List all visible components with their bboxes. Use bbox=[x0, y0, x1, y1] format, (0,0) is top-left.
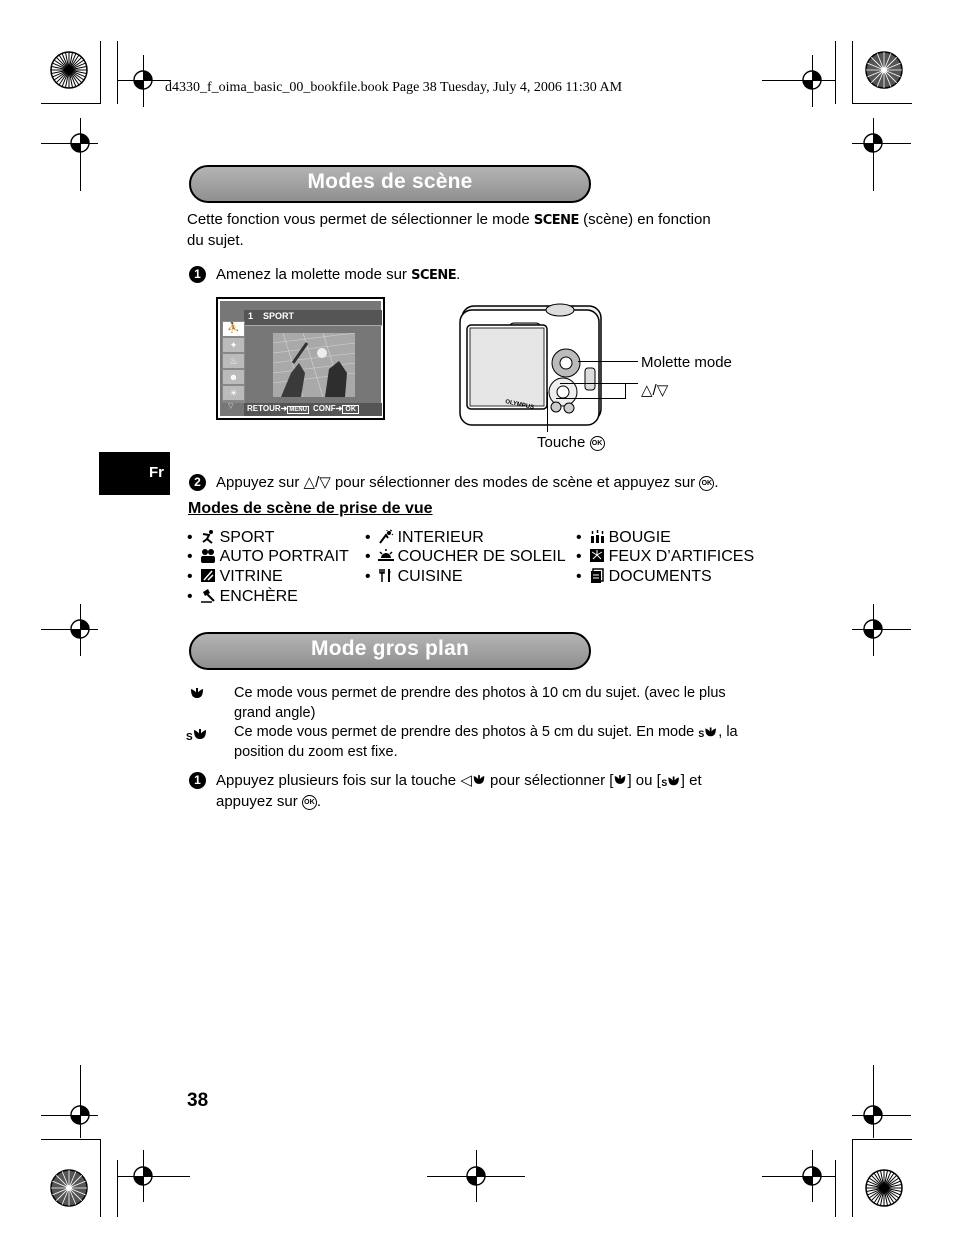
macro-description: Ce mode vous permet de prendre des photos à 10 cm du sujet. (avec le plus bbox=[234, 685, 726, 701]
step1-text bbox=[216, 264, 460, 286]
macro-description-line2: grand angle) bbox=[234, 705, 316, 721]
macro-step-text-a: Appuyez plusieurs fois sur la touche bbox=[216, 772, 461, 789]
list-item bbox=[365, 568, 463, 586]
macro-step-text-b: pour sélectionner [ bbox=[485, 772, 614, 789]
lcd-menu-key: MENU bbox=[289, 407, 308, 413]
super-macro-description bbox=[234, 722, 738, 742]
list-item bbox=[187, 548, 349, 566]
ok-button-icon: OK bbox=[302, 795, 317, 810]
step-number: 1 bbox=[189, 266, 206, 283]
section-title: Mode gros plan bbox=[311, 637, 469, 660]
auction-icon bbox=[200, 588, 216, 603]
mode-label: ENCHÈRE bbox=[219, 588, 298, 605]
scene-mode-label: SCENE bbox=[533, 213, 579, 228]
sunset-icon bbox=[378, 548, 394, 563]
sport-icon bbox=[200, 529, 216, 544]
macro-step-text bbox=[216, 770, 702, 791]
bullet: • bbox=[576, 548, 582, 565]
list-item bbox=[576, 548, 754, 566]
callout-mode-dial: Molette mode bbox=[641, 354, 732, 371]
lcd-set-hint: CONF➜ OK bbox=[313, 404, 359, 413]
lcd-candle-icon: ♨ bbox=[223, 354, 244, 368]
bullet: • bbox=[576, 568, 582, 585]
mode-label: SPORT bbox=[219, 529, 275, 546]
print-header-note: d4330_f_oima_basic_00_bookfile.book Page 38 Tuesday, July 4, 2006 11:30 AM bbox=[165, 80, 623, 95]
bullet: • bbox=[365, 529, 371, 546]
lcd-back-hint: RETOUR➜ MENU bbox=[247, 404, 308, 413]
macro-icon bbox=[472, 773, 486, 786]
camera-back-illustration bbox=[455, 300, 615, 430]
macro-step-text-c: ] ou [ bbox=[627, 772, 661, 789]
language-tab-label: Fr bbox=[149, 464, 164, 481]
callout-ok-label: Touche bbox=[537, 434, 586, 451]
ok-button-icon: OK bbox=[699, 476, 714, 491]
section-title-bar bbox=[189, 165, 591, 203]
lcd-sunset-icon: ☀ bbox=[223, 386, 244, 400]
list-item bbox=[187, 568, 283, 586]
indoor-icon bbox=[378, 529, 394, 544]
step2-text bbox=[216, 472, 719, 493]
lcd-screen-illustration bbox=[216, 297, 385, 420]
lcd-menu-label: SPORT bbox=[263, 311, 295, 321]
camera-brand: OLYMPUS bbox=[504, 399, 535, 412]
mode-label: VITRINE bbox=[219, 568, 283, 585]
super-macro-description-line2: position du zoom est fixe. bbox=[234, 744, 398, 760]
behind-glass-icon bbox=[200, 568, 216, 583]
cuisine-icon bbox=[378, 568, 394, 583]
section-title: Modes de scène bbox=[307, 170, 473, 193]
subheading-scene-modes: Modes de scène de prise de vue bbox=[188, 500, 433, 517]
left-arrow-icon: ◁ bbox=[460, 772, 472, 789]
intro-text-line2: du sujet. bbox=[187, 232, 244, 249]
list-item bbox=[365, 529, 484, 547]
list-item bbox=[187, 529, 274, 547]
step2-text-a: Appuyez sur △/▽ pour sélectionner des modes de scène et appuyez sur bbox=[216, 474, 700, 491]
mode-label: COUCHER DE SOLEIL bbox=[397, 548, 566, 565]
super-macro-text-a: Ce mode vous permet de prendre des photos à 5 cm du sujet. En mode bbox=[234, 724, 699, 740]
mode-label: AUTO PORTRAIT bbox=[219, 548, 349, 565]
lcd-set-label: CONF bbox=[313, 404, 336, 413]
super-macro-text-end: , la bbox=[718, 724, 738, 740]
step2-text-end: . bbox=[714, 474, 719, 491]
list-item bbox=[187, 588, 298, 606]
bullet: • bbox=[365, 568, 371, 585]
documents-icon bbox=[589, 568, 605, 583]
callout-arrow-buttons: △/▽ bbox=[641, 382, 669, 399]
lcd-self-portrait-icon: ☻ bbox=[223, 370, 244, 384]
candle-icon bbox=[589, 529, 605, 544]
callout-line-arrows bbox=[560, 383, 638, 384]
lcd-menu-number: 1 bbox=[248, 311, 254, 321]
super-macro-icon bbox=[698, 724, 718, 738]
super-macro-icon bbox=[186, 725, 208, 741]
list-item bbox=[576, 529, 671, 547]
callout-line-arrows bbox=[556, 398, 626, 399]
macro-step-line2-a: appuyez sur bbox=[216, 793, 302, 810]
fireworks-icon bbox=[589, 548, 605, 563]
svg-text:S: S bbox=[661, 778, 668, 787]
macro-step-line2-end: . bbox=[316, 793, 322, 810]
callout-line-dial bbox=[578, 361, 638, 362]
bullet: • bbox=[187, 568, 193, 585]
sport-photo bbox=[273, 333, 355, 397]
macro-icon bbox=[613, 773, 627, 786]
self-portrait-icon bbox=[200, 548, 216, 563]
lcd-scroll-down-icon: ▽ bbox=[228, 403, 234, 410]
bullet: • bbox=[365, 548, 371, 565]
section-title-bar bbox=[189, 632, 591, 670]
mode-label: FEUX D’ARTIFICES bbox=[608, 548, 755, 565]
step1-text-end: . bbox=[456, 266, 461, 283]
mode-label: INTERIEUR bbox=[397, 529, 484, 546]
mode-label: CUISINE bbox=[397, 568, 463, 585]
step1-text-a: Amenez la molette mode sur bbox=[216, 266, 412, 283]
super-macro-icon bbox=[661, 773, 681, 787]
lcd-indoor-icon: ✦ bbox=[223, 338, 244, 352]
svg-text:S: S bbox=[186, 732, 193, 741]
mode-label: BOUGIE bbox=[608, 529, 671, 546]
macro-icon bbox=[189, 686, 205, 700]
mode-label: DOCUMENTS bbox=[608, 568, 712, 585]
ok-button-icon: OK bbox=[590, 436, 605, 451]
svg-text:S: S bbox=[698, 729, 705, 738]
intro-text-b: (scène) en fonction bbox=[578, 211, 711, 228]
scene-mode-label: SCENE bbox=[411, 268, 457, 283]
step-number: 2 bbox=[189, 474, 206, 491]
step-number: 1 bbox=[189, 772, 206, 789]
lcd-ok-key: OK bbox=[342, 405, 359, 414]
list-item bbox=[365, 548, 566, 566]
language-tab bbox=[99, 452, 170, 495]
lcd-sport-icon: ⛹ bbox=[223, 322, 244, 336]
bullet: • bbox=[187, 529, 193, 546]
list-item bbox=[576, 568, 712, 586]
callout-line-arrows bbox=[625, 383, 626, 399]
bullet: • bbox=[187, 588, 193, 605]
macro-step-text-d: ] et bbox=[680, 772, 702, 789]
lcd-back-label: RETOUR bbox=[247, 404, 281, 413]
page-number: 38 bbox=[187, 1090, 209, 1111]
intro-text bbox=[187, 209, 711, 231]
bullet: • bbox=[187, 548, 193, 565]
intro-text-a: Cette fonction vous permet de sélectionner le mode bbox=[187, 211, 534, 228]
macro-step-text-line2 bbox=[216, 791, 321, 812]
callout-line-ok bbox=[547, 392, 548, 432]
callout-ok-button bbox=[537, 432, 605, 453]
bullet: • bbox=[576, 529, 582, 546]
